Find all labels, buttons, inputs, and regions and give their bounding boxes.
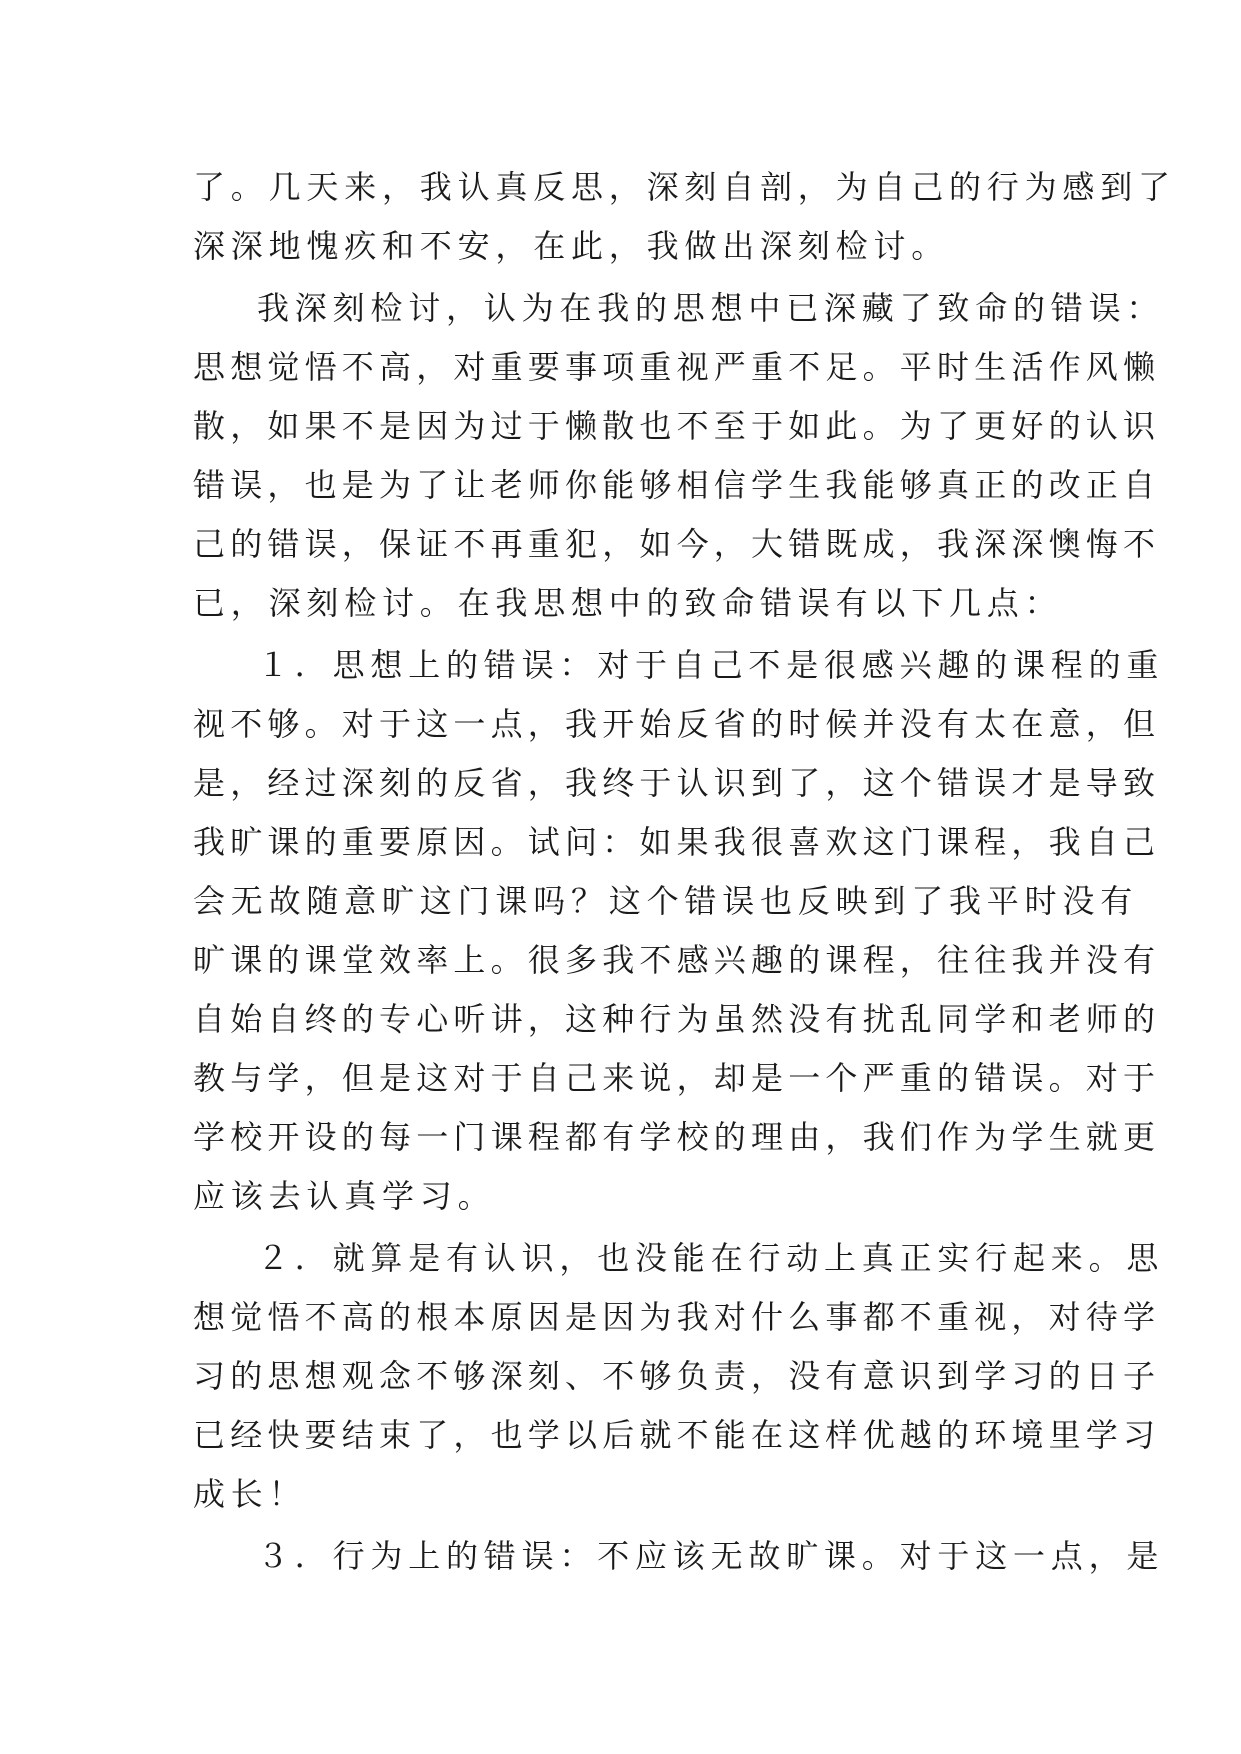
text-line: 会无故随意旷这门课吗？这个错误也反映到了我平时没有: [193, 882, 1139, 920]
text-line: 应该去认真学习。: [193, 1177, 496, 1215]
text-line: 习的思想观念不够深刻、不够负责，没有意识到学习的日子: [193, 1357, 1161, 1395]
text-line: 深深地愧疚和不安，在此，我做出深刻检讨。: [193, 227, 950, 265]
text-line: 成长！: [193, 1475, 307, 1513]
text-line: 自始自终的专心听讲，这种行为虽然没有扰乱同学和老师的: [193, 1000, 1161, 1038]
text-line: 旷课的课堂效率上。很多我不感兴趣的课程，往往我并没有: [193, 941, 1161, 979]
text-line: 想觉悟不高的根本原因是因为我对什么事都不重视，对待学: [193, 1298, 1161, 1336]
paragraph-start-line: 我深刻检讨，认为在我的思想中已深藏了致命的错误：: [257, 289, 1165, 327]
text-line: 已，深刻检讨。在我思想中的致命错误有以下几点：: [193, 584, 1063, 622]
text-line: 学校开设的每一门课程都有学校的理由，我们作为学生就更: [193, 1118, 1161, 1156]
document-body: [193, 158, 1176, 1586]
text-line: 错误，也是为了让老师你能够相信学生我能够真正的改正自: [193, 466, 1161, 504]
text-line: 教与学，但是这对于自己来说，却是一个严重的错误。对于: [193, 1059, 1161, 1097]
text-line: 己的错误，保证不再重犯，如今，大错既成，我深深懊悔不: [193, 525, 1161, 563]
list-item-1-line: １．思想上的错误：对于自己不是很感兴趣的课程的重: [257, 646, 1165, 684]
text-line: 了。几天来，我认真反思，深刻自剖，为自己的行为感到了: [193, 168, 1176, 206]
text-line: 思想觉悟不高，对重要事项重视严重不足。平时生活作风懒: [193, 348, 1161, 386]
list-item-2-line: ２．就算是有认识，也没能在行动上真正实行起来。思: [257, 1239, 1165, 1277]
text-line: 散，如果不是因为过于懒散也不至于如此。为了更好的认识: [193, 407, 1161, 445]
text-line: 视不够。对于这一点，我开始反省的时候并没有太在意，但: [193, 705, 1161, 743]
list-item-3-line: ３．行为上的错误：不应该无故旷课。对于这一点，是: [257, 1537, 1165, 1575]
text-line: 已经快要结束了，也学以后就不能在这样优越的环境里学习: [193, 1416, 1161, 1454]
text-line: 是，经过深刻的反省，我终于认识到了，这个错误才是导致: [193, 764, 1161, 802]
text-line: 我旷课的重要原因。试问：如果我很喜欢这门课程，我自己: [193, 823, 1161, 861]
